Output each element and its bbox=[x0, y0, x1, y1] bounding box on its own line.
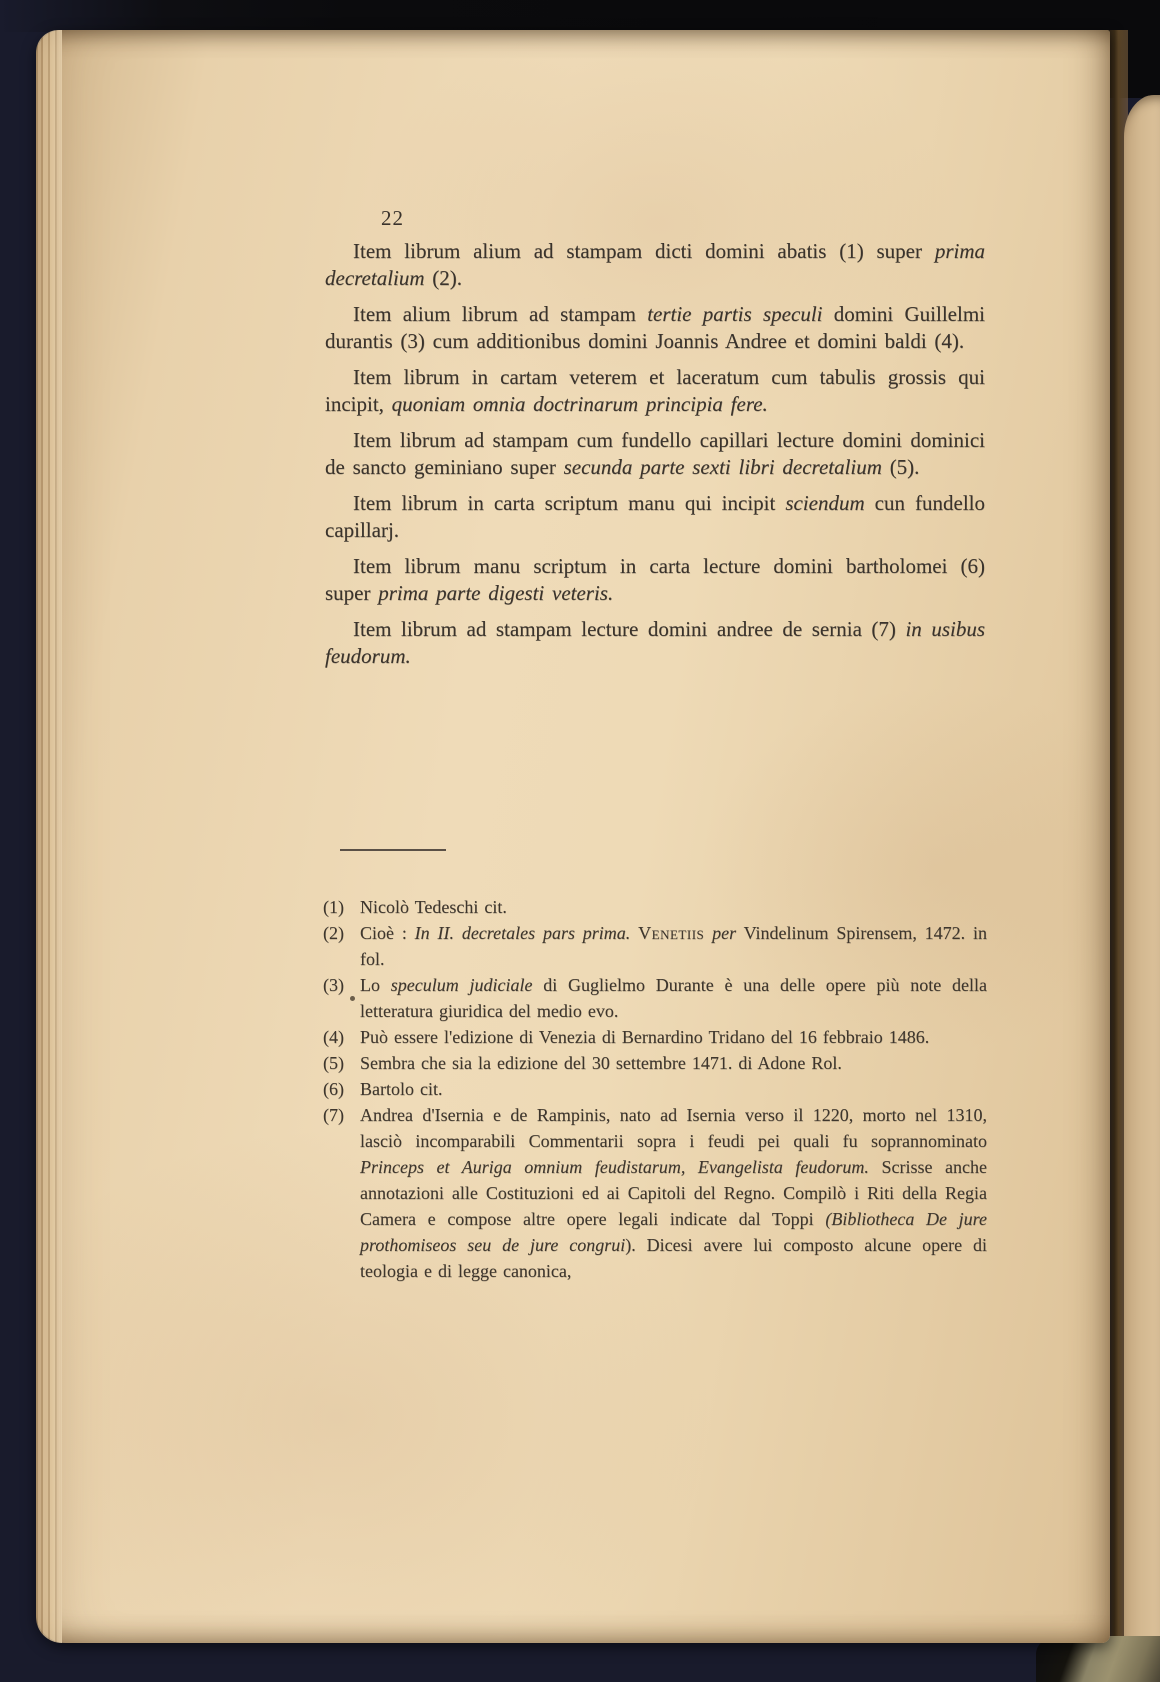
footnotes bbox=[323, 894, 987, 1284]
text-segment: domini Guillelmi durantis (3) cum additionibus domini Joannis Andree et domini baldi (4). bbox=[325, 302, 985, 353]
paragraph bbox=[325, 553, 985, 607]
footnote bbox=[323, 1024, 987, 1050]
text-segment: Vindelinum Spirensem, 1472. in fol. bbox=[360, 923, 988, 969]
text-segment bbox=[704, 923, 712, 943]
italic-text: speculum judiciale bbox=[390, 975, 533, 995]
book-page bbox=[36, 30, 1110, 1643]
italic-text: In II. decretales pars prima. bbox=[414, 923, 631, 943]
page-number: 22 bbox=[381, 206, 404, 230]
footnote-marker: (4) bbox=[323, 1027, 344, 1047]
text-segment: Item librum alium ad stampam dicti domini abatis (1) super bbox=[353, 239, 935, 263]
paragraph bbox=[325, 490, 985, 544]
footnote-marker: (1) bbox=[323, 897, 344, 917]
page-stack-edge bbox=[36, 30, 62, 1643]
italic-text: secunda parte sexti libri decretalium bbox=[563, 455, 882, 479]
footnote-marker: (2) bbox=[323, 923, 344, 943]
paragraph bbox=[325, 427, 985, 481]
body-text bbox=[325, 238, 985, 679]
footnote-separator-rule bbox=[340, 849, 446, 851]
footnote-marker: (7) bbox=[323, 1105, 344, 1125]
text-segment: Sembra che sia la edizione del 30 settembre 1471. di Adone Rol. bbox=[360, 1053, 842, 1073]
italic-text: quoniam omnia doctrinarum principia fere. bbox=[391, 392, 768, 416]
text-segment: Bartolo cit. bbox=[360, 1079, 443, 1099]
text-segment: Nicolò Tedeschi cit. bbox=[360, 897, 507, 917]
text-segment: Può essere l'edizione di Venezia di Bernardino Tridano del 16 febbraio 1486. bbox=[360, 1027, 930, 1047]
text-segment: Cioè : bbox=[360, 923, 415, 943]
footnote bbox=[323, 894, 987, 920]
italic-text: (Bibliotheca De jure prothomiseos seu de jure congrui bbox=[360, 1209, 988, 1255]
paragraph bbox=[325, 301, 985, 355]
footnote-marker: (3) bbox=[323, 975, 344, 995]
text-segment: Item librum in cartam veterem et laceratum cum tabulis grossis qui incipit, bbox=[325, 365, 985, 416]
italic-text: prima decretalium bbox=[325, 239, 985, 290]
italic-text: sciendum bbox=[785, 491, 865, 515]
text-segment: (2). bbox=[424, 266, 463, 290]
footnote bbox=[323, 1050, 987, 1076]
text-segment: (5). bbox=[881, 455, 920, 479]
paragraph bbox=[325, 616, 985, 670]
paragraph bbox=[325, 364, 985, 418]
text-segment: cun fundello capillarj. bbox=[325, 491, 985, 542]
footnote bbox=[323, 1076, 987, 1102]
text-segment: Scrisse anche annotazioni alle Costituzioni ed ai Capitoli del Regno. Compilò i Riti della Regia Camera e compose altre opere legali indicate dal Toppi bbox=[360, 1157, 987, 1229]
text-segment: Item alium librum ad stampam bbox=[353, 302, 648, 326]
text-segment: di Guglielmo Durante è una delle opere più note della letteratura giuridica del medio evo. bbox=[360, 975, 987, 1021]
footnote-marker: (5) bbox=[323, 1053, 344, 1073]
small-caps-text: Venetiis bbox=[638, 923, 705, 943]
italic-text: in usibus feudorum. bbox=[325, 617, 985, 668]
text-segment: Item librum manu scriptum in carta lecture domini bartholomei (6) super bbox=[325, 554, 985, 605]
footnote bbox=[323, 972, 987, 1024]
paragraph bbox=[325, 238, 985, 292]
text-segment: Lo bbox=[360, 975, 391, 995]
facing-page-edge bbox=[1124, 95, 1160, 1655]
footnote bbox=[323, 920, 987, 972]
italic-text: Princeps et Auriga omnium feudistarum, Evangelista feudorum. bbox=[360, 1157, 869, 1177]
footnote-marker: (6) bbox=[323, 1079, 344, 1099]
footnote bbox=[323, 1102, 987, 1284]
italic-text: tertie partis speculi bbox=[647, 302, 823, 326]
italic-text: prima parte digesti veteris. bbox=[378, 581, 614, 605]
text-segment: ). Dicesi avere lui composto alcune opere di teologia e di legge canonica, bbox=[360, 1235, 987, 1281]
text-segment: Andrea d'Isernia e de Rampinis, nato ad Isernia verso il 1220, morto nel 1310, lasciò incomparabili Commentarii sopra i feudi pei quali fu soprannominato bbox=[360, 1105, 987, 1151]
text-segment bbox=[630, 923, 638, 943]
text-segment: Item librum ad stampam cum fundello capillari lecture domini dominici de sancto geminiano super bbox=[325, 428, 985, 479]
text-segment: Item librum in carta scriptum manu qui incipit bbox=[353, 491, 786, 515]
text-segment: Item librum ad stampam lecture domini andree de sernia (7) bbox=[353, 617, 906, 641]
italic-text: per bbox=[712, 923, 737, 943]
